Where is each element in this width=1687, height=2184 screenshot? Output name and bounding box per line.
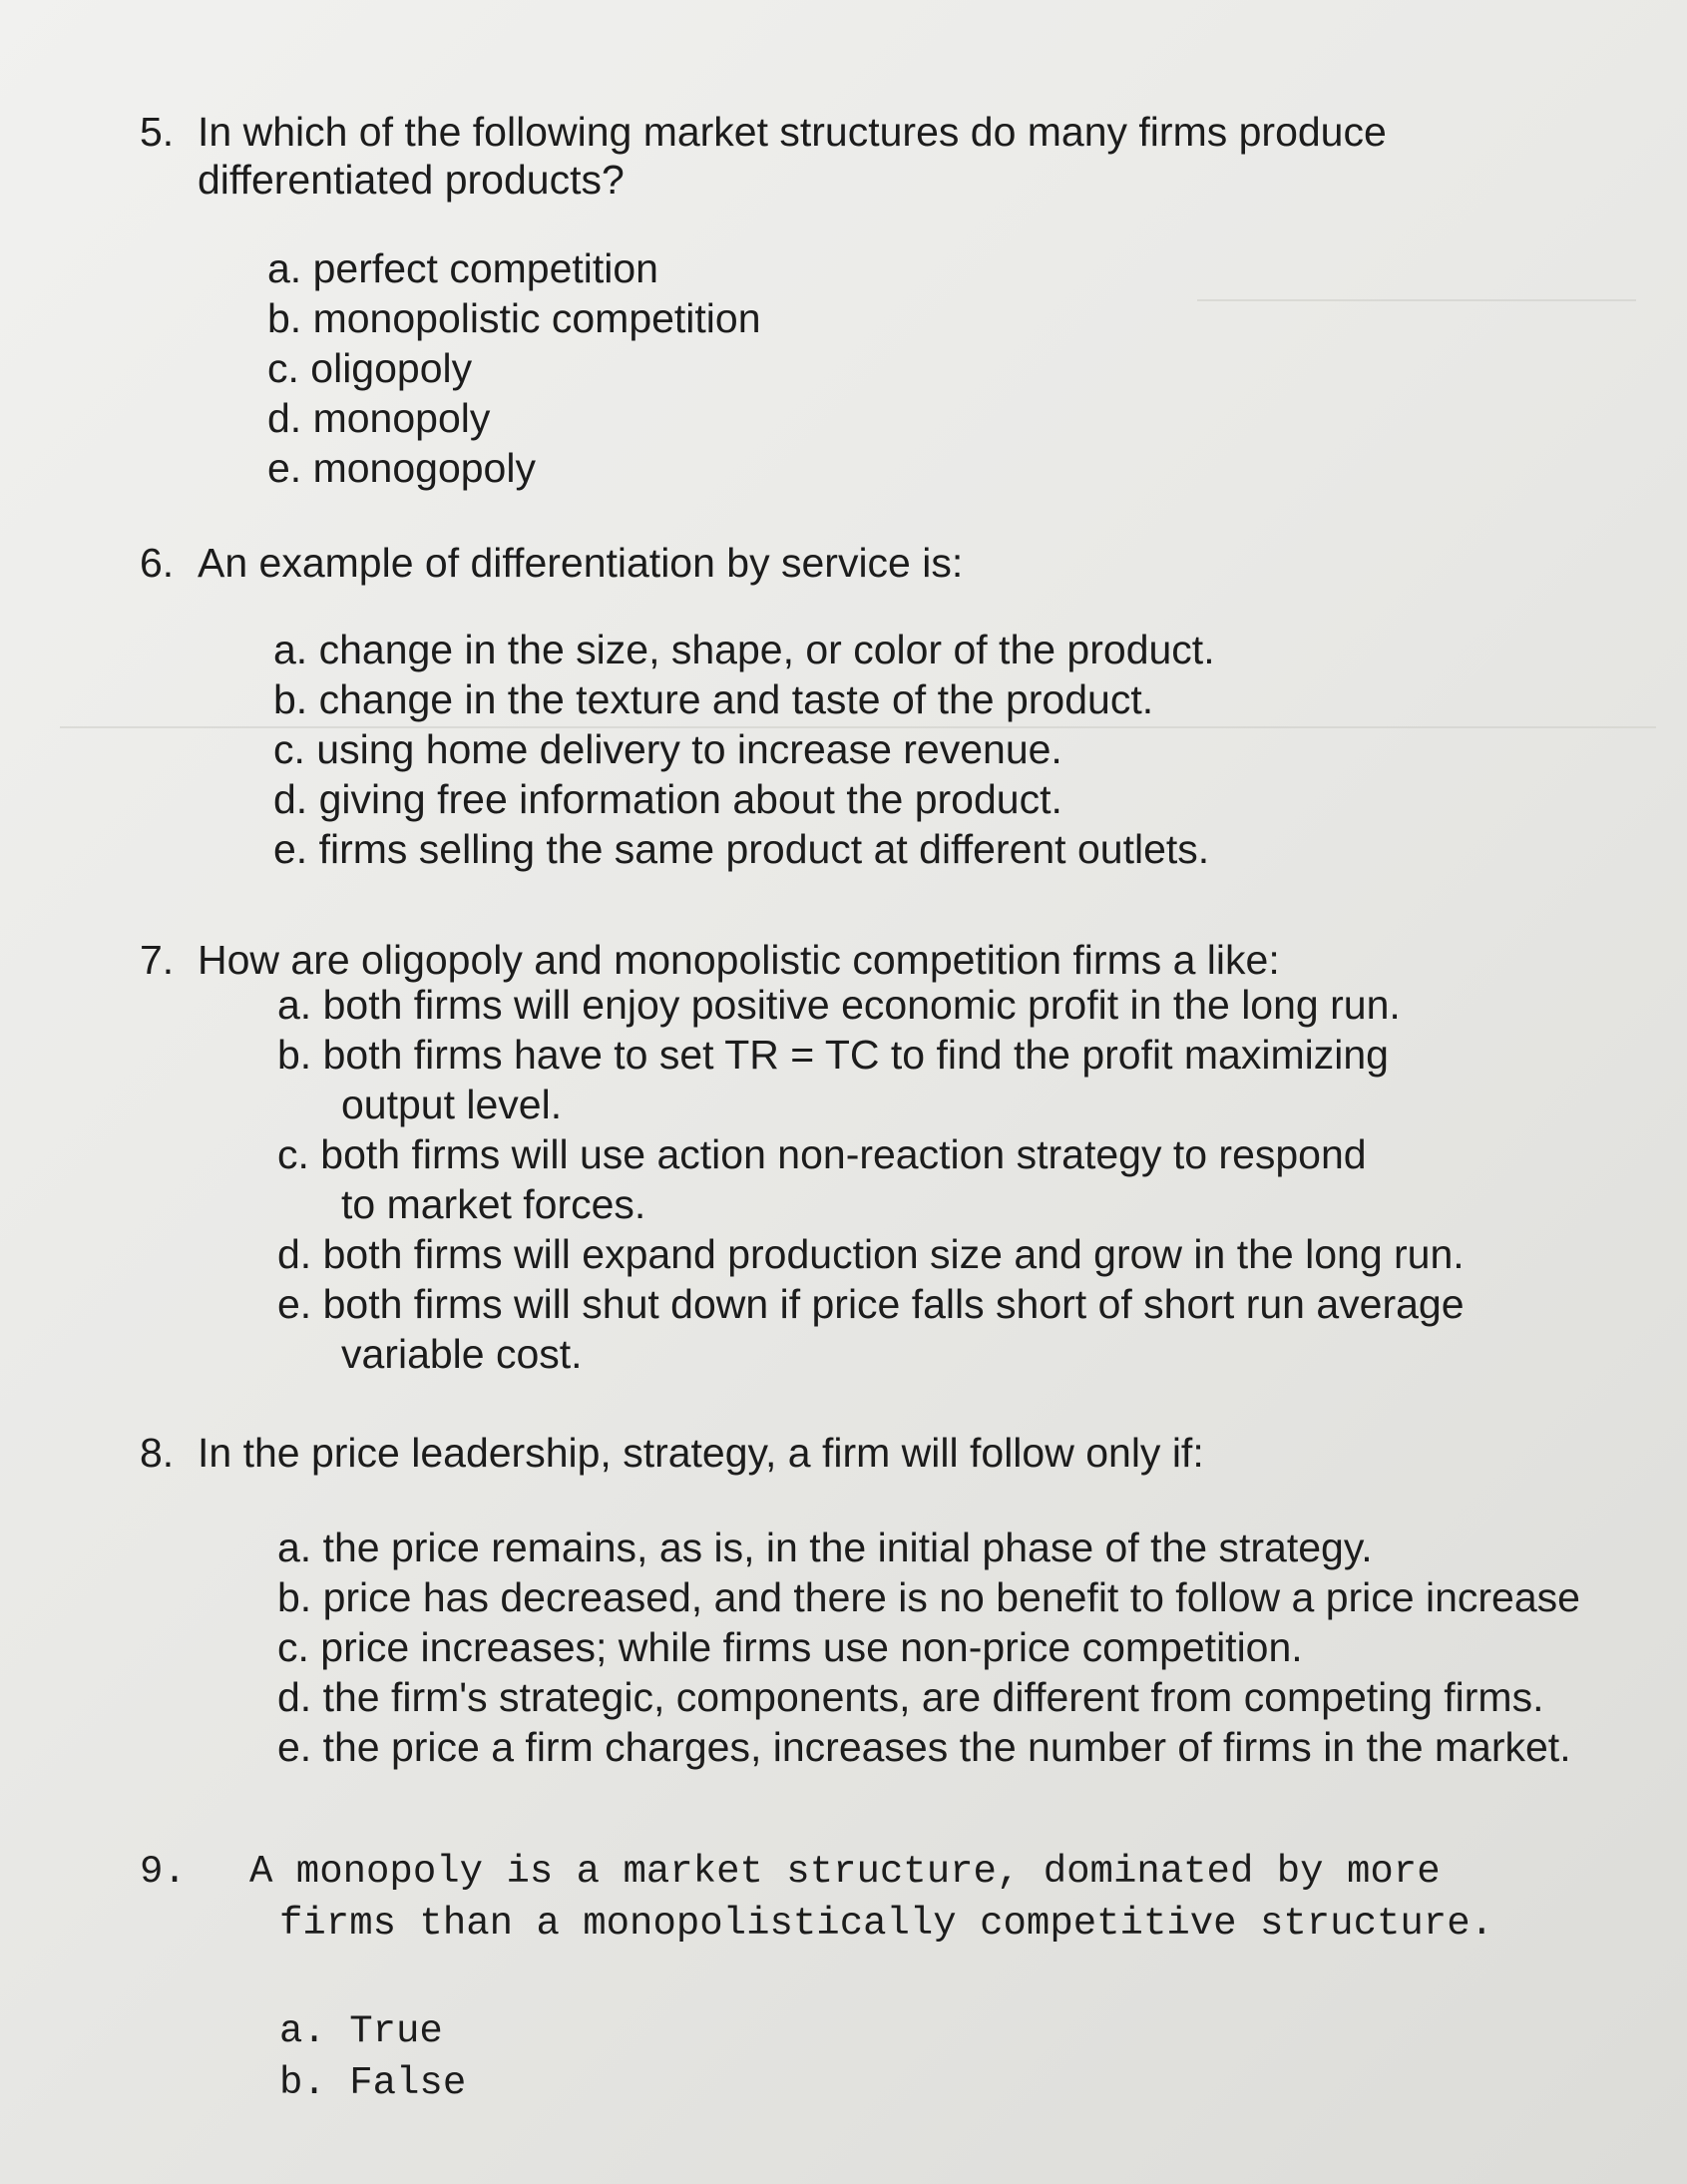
question-text: A monopoly is a market structure, dominated by more: [249, 1850, 1441, 1894]
option-e-text: e. both firms will shut down if price falls short of short run average: [277, 1281, 1465, 1327]
question-text: In the price leadership, strategy, a firm will follow only if:: [198, 1430, 1204, 1476]
option-c: [277, 1129, 1465, 1229]
option-e-continued: variable cost.: [341, 1331, 583, 1377]
option-b: b. change in the texture and taste of the product.: [273, 676, 1154, 722]
question-text: How are oligopoly and monopolistic competition firms a like:: [198, 937, 1280, 983]
question-9: [140, 1846, 1493, 1950]
option-a: a. perfect competition: [267, 245, 658, 291]
option-b: b. False: [279, 2061, 467, 2105]
option-a-text: a. both firms will enjoy positive economic profit in the long run.: [277, 982, 1401, 1028]
option-b-continued: output level.: [341, 1082, 563, 1127]
option-c: c. price increases; while firms use non-price competition.: [277, 1624, 1303, 1670]
option-c-text: c. both firms will use action non-reaction strategy to respond: [277, 1131, 1367, 1177]
question-text-continued: firms than a monopolistically competitive structure.: [279, 1902, 1493, 1946]
question-number: 5.: [140, 109, 175, 155]
option-a: a. change in the size, shape, or color of the product.: [273, 627, 1215, 672]
option-c: c. oligopoly: [267, 345, 473, 391]
option-a: a. True: [279, 2009, 443, 2053]
option-a: [277, 980, 1465, 1030]
question-5: [140, 108, 1387, 204]
options-list-q5: [267, 243, 761, 493]
bleed-through-rule: [1197, 299, 1636, 301]
option-a: a. the price remains, as is, in the initial phase of the strategy.: [277, 1525, 1373, 1570]
option-d-text: d. both firms will expand production size and grow in the long run.: [277, 1231, 1465, 1277]
option-d: d. the firm's strategic, components, are different from competing firms.: [277, 1674, 1544, 1720]
options-list-q8: [277, 1523, 1580, 1772]
option-b: b. monopolistic competition: [267, 295, 761, 341]
question-number: 8.: [140, 1430, 175, 1476]
option-b: [277, 1030, 1465, 1129]
options-list-q7: [277, 980, 1465, 1379]
option-d: d. giving free information about the product.: [273, 776, 1062, 822]
question-6: [140, 539, 963, 587]
option-e: [277, 1279, 1465, 1379]
question-number: 9.: [140, 1850, 187, 1894]
option-e: e. firms selling the same product at different outlets.: [273, 826, 1210, 872]
question-text-continued: differentiated products?: [198, 157, 625, 203]
option-d: [277, 1229, 1465, 1279]
question-7: [140, 936, 1280, 984]
question-8: [140, 1429, 1204, 1477]
option-b-text: b. both firms have to set TR = TC to find the profit maximizing: [277, 1032, 1389, 1078]
option-c: c. using home delivery to increase revenue.: [273, 726, 1062, 772]
option-b: b. price has decreased, and there is no benefit to follow a price increase: [277, 1574, 1580, 1620]
option-e: e. the price a firm charges, increases the number of firms in the market.: [277, 1724, 1571, 1770]
question-text: In which of the following market structures do many firms produce: [198, 109, 1387, 155]
option-d: d. monopoly: [267, 395, 491, 441]
options-list-q9: [279, 2005, 466, 2109]
options-list-q6: [273, 625, 1215, 874]
question-number: 7.: [140, 937, 175, 983]
option-e: e. monogopoly: [267, 445, 536, 491]
option-c-continued: to market forces.: [341, 1181, 646, 1227]
question-text: An example of differentiation by service is:: [198, 540, 964, 586]
question-number: 6.: [140, 540, 175, 586]
